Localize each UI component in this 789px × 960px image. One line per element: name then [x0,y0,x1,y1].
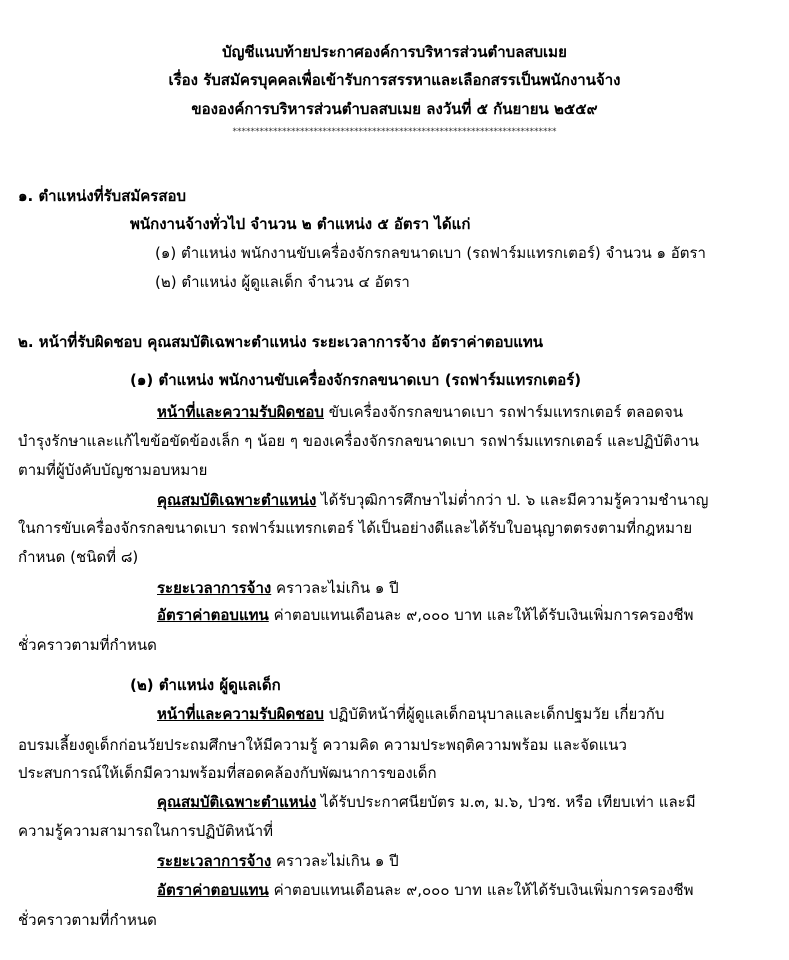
pos1-duty-line-1 [157,398,683,427]
pos2-duty-line-3: ประสบการณ์ให้เด็กมีความพร้อมที่สอดคล้องกับพัฒนาการของเด็ก [18,764,437,782]
pos2-duty-line-1 [157,700,664,729]
section1-item-2: (๒) ตำแหน่ง ผู้ดูแลเด็ก จำนวน ๔ อัตรา [155,273,410,291]
pos2-term-label: ระยะเวลาการจ้าง [157,852,272,870]
pos2-qual-label: คุณสมบัติเฉพาะตำแหน่ง [157,793,317,811]
pos1-duty-text-1: ขับเครื่องจักรกลขนาดเบา รถฟาร์มแทรกเตอร์ ตลอดจน [328,403,684,421]
pos1-duty-line-3: ตามที่ผู้บังคับบัญชามอบหมาย [18,461,208,479]
pos2-duty-label: หน้าที่และความรับผิดชอบ [157,705,324,723]
section1-subheading: พนักงานจ้างทั่วไป จำนวน ๒ ตำแหน่ง ๕ อัตรา ได้แก่ [130,215,471,233]
section2-heading: ๒. หน้าที่รับผิดชอบ คุณสมบัติเฉพาะตำแหน่ง ระยะเวลาการจ้าง อัตราค่าตอบแทน [18,333,543,351]
pos1-term-text: คราวละไม่เกิน ๑ ปี [276,579,399,597]
pos1-qual-line-1 [157,486,708,515]
pos1-pay-text-1: ค่าตอบแทนเดือนละ ๙,๐๐๐ บาท และให้ได้รับเงินเพิ่มการครองชีพ [273,606,694,624]
pos2-duty-line-2: อบรมเลี้ยงดูเด็กก่อนวัยประถมศึกษาให้มีความรู้ ความคิด ความประพฤติความพร้อม และจัดแนว [18,736,627,754]
pos1-term-line [157,574,399,603]
pos2-qual-line-2: ความรู้ความสามารถในการปฏิบัติหน้าที่ [18,822,274,840]
pos2-pay-label: อัตราค่าตอบแทน [157,881,269,899]
pos1-pay-line-2: ชั่วคราวตามที่กำหนด [18,636,157,654]
header-line-1: บัญชีแนบท้ายประกาศองค์การบริหารส่วนตำบลสบเมย [222,43,567,61]
section1-heading: ๑. ตำแหน่งที่รับสมัครสอบ [18,187,187,205]
pos1-qual-text-1: ได้รับวุฒิการศึกษาไม่ต่ำกว่า ป. ๖ และมีความรู้ความชำนาญ [321,491,709,509]
header-line-2: เรื่อง รับสมัครบุคคลเพื่อเข้ารับการสรรหาและเลือกสรรเป็นพนักงานจ้าง [168,71,621,89]
pos2-qual-text-1: ได้รับประกาศนียบัตร ม.๓, ม.๖, ปวช. หรือ เทียบเท่า และมี [321,793,696,811]
section1-item-1: (๑) ตำแหน่ง พนักงานขับเครื่องจักรกลขนาดเบา (รถฟาร์มแทรกเตอร์) จำนวน ๑ อัตรา [155,244,706,262]
pos1-duty-label: หน้าที่และความรับผิดชอบ [157,403,324,421]
header-separator: ************************************************************************ [232,127,557,137]
pos1-pay-line-1 [157,601,694,630]
pos2-pay-line-2: ชั่วคราวตามที่กำหนด [18,911,157,929]
pos1-qual-label: คุณสมบัติเฉพาะตำแหน่ง [157,491,317,509]
pos2-pay-line-1 [157,876,694,905]
pos2-qual-line-1 [157,788,696,817]
header-line-3: ขององค์การบริหารส่วนตำบลสบเมย ลงวันที่ ๕ กันยายน ๒๕๕๙ [191,100,598,118]
pos1-term-label: ระยะเวลาการจ้าง [157,579,272,597]
pos2-duty-text-1: ปฏิบัติหน้าที่ผู้ดูแลเด็กอนุบาลและเด็กปฐมวัย เกี่ยวกับ [328,705,665,723]
pos2-term-text: คราวละไม่เกิน ๑ ปี [276,852,399,870]
pos1-pay-label: อัตราค่าตอบแทน [157,606,269,624]
pos2-pay-text-1: ค่าตอบแทนเดือนละ ๙,๐๐๐ บาท และให้ได้รับเงินเพิ่มการครองชีพ [273,881,694,899]
pos2-title: (๒) ตำแหน่ง ผู้ดูแลเด็ก [130,676,281,694]
pos2-term-line [157,847,399,876]
pos1-qual-line-2: ในการขับเครื่องจักรกลขนาดเบา รถฟาร์มแทรกเตอร์ ได้เป็นอย่างดีและได้รับใบอนุญาตตรงตามที่กฎหมาย [18,519,693,537]
pos1-qual-line-3: กำหนด (ชนิดที่ ๘) [18,548,139,566]
pos1-title: (๑) ตำแหน่ง พนักงานขับเครื่องจักรกลขนาดเบา (รถฟาร์มแทรกเตอร์) [130,371,582,389]
pos1-duty-line-2: บำรุงรักษาและแก้ไขข้อขัดข้องเล็ก ๆ น้อย ๆ ของเครื่องจักรกลขนาดเบา รถฟาร์มแทรกเตอร์ และปฏิบัติงาน [18,432,699,450]
